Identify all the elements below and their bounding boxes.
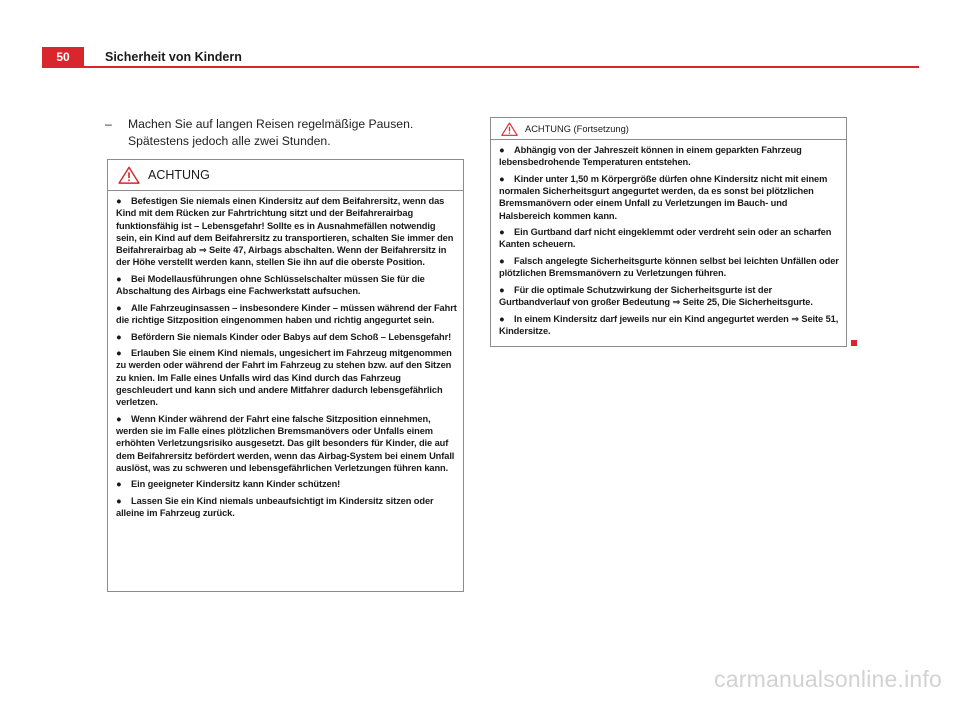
warning-item-text: Lassen Sie ein Kind niemals unbeaufsichtigt im Kindersitz sitzen oder alleine im Fahrzeug zurück. xyxy=(116,495,434,519)
warning-item xyxy=(499,255,840,280)
intro-text: Machen Sie auf langen Reisen regelmäßige Pausen. Spätestens jedoch alle zwei Stunden. xyxy=(128,117,414,148)
warning-item xyxy=(499,226,840,251)
intro-paragraph xyxy=(107,116,467,149)
warning-box-continued-header xyxy=(491,118,846,140)
warning-item-text: Alle Fahrzeuginsassen – insbesondere Kinder – müssen während der Fahrt die richtige Sitzposition eingenommen haben und richtig angegurtet sein. xyxy=(116,302,457,326)
watermark: carmanualsonline.info xyxy=(714,666,942,692)
bullet-icon: ● xyxy=(499,284,505,295)
bullet-icon: ● xyxy=(116,479,122,490)
warning-item-text: Für die optimale Schutzwirkung der Sicherheitsgurte ist der Gurtbandverlauf von großer Bedeutung ⇒ Seite 25, Die Sicherheitsgurte. xyxy=(499,284,813,308)
bullet-icon: ● xyxy=(116,331,122,342)
warning-item xyxy=(116,413,457,474)
warning-item xyxy=(116,478,457,490)
warning-item xyxy=(116,495,457,520)
warning-item-text: Bei Modellausführungen ohne Schlüsselschalter müssen Sie für die Abschaltung des Airbags eine Fachwerkstatt aufsuchen. xyxy=(116,273,425,297)
warning-item xyxy=(116,302,457,327)
bullet-icon: ● xyxy=(116,413,122,424)
warning-item xyxy=(499,173,840,222)
warning-item xyxy=(116,347,457,408)
warning-triangle-icon xyxy=(501,122,518,136)
warning-item-text: Befestigen Sie niemals einen Kindersitz auf dem Beifahrersitz, wenn das Kind mit dem Rücken zur Fahrtrichtung sitzt und der Beifahrerairbag funktionsfähig ist – Lebensgefahr! Sollte es in Ausnahmefällen notwendig sein, ein Kind auf dem Beifahrersitz zu transportieren, schalten Sie immer den Beifahrerairbag ab ⇒ Seite 47, Airbags abschalten. Wenn der Beifahrersitz in der Höhe verstellt werden kann, stellen Sie ihn auf die oberste Position. xyxy=(116,196,454,268)
warning-item xyxy=(499,284,840,309)
bullet-icon: ● xyxy=(499,313,505,324)
warning-item-text: Erlauben Sie einem Kind niemals, ungesichert im Fahrzeug mitgenommen zu werden oder während der Fahrt im Fahrzeug zu stehen bzw. auf den Sitzen zu knien. Im Falle eines Unfalls wird das Kind durch das Fahrzeug geschleudert und kann sich und andere Mitfahrer dadurch lebensgefährlich verletzen. xyxy=(116,348,452,408)
warning-item-text: Ein geeigneter Kindersitz kann Kinder schützen! xyxy=(131,479,341,490)
bullet-icon: ● xyxy=(499,255,505,266)
warning-item-text: Kinder unter 1,50 m Körpergröße dürfen ohne Kindersitz nicht mit einem normalen Sicherheitsgurt angegurtet werden, da es sonst bei plötzlichen Bremsmanövern oder einem Unfall zu Verletzungen im Bauch- und Halsbereich kommen kann. xyxy=(499,173,828,221)
bullet-icon: ● xyxy=(499,173,505,184)
dash-marker: – xyxy=(105,117,112,131)
page-number-badge: 50 xyxy=(42,47,84,67)
section-end-marker xyxy=(851,340,857,346)
bullet-icon: ● xyxy=(116,348,122,359)
warning-item-text: Ein Gurtband darf nicht eingeklemmt oder verdreht sein oder an scharfen Kanten scheuern. xyxy=(499,227,832,250)
warning-box-title: ACHTUNG xyxy=(148,168,210,182)
warning-item xyxy=(499,144,840,169)
warning-item-text: Falsch angelegte Sicherheitsgurte können selbst bei leichten Unfällen oder plötzlichen Bremsmanövern zu Verletzungen führen. xyxy=(499,255,839,279)
bullet-icon: ● xyxy=(116,495,122,506)
bullet-icon: ● xyxy=(116,302,122,313)
warning-item-text: Wenn Kinder während der Fahrt eine falsche Sitzposition einnehmen, werden sie im Falle eines plötzlichen Bremsmanövers oder Unfalls einem erhöhten Verletzungsrisiko ausgesetzt. Das gilt besonders für Kinder, die auf dem Beifahrersitz befördert werden, wenn das Airbag-System bei einem Unfall auslöst, was zu schweren und lebensgefährlichen Verletzungen führen kann. xyxy=(116,413,455,473)
warning-box-continued-body xyxy=(491,140,846,337)
warning-item-text: Abhängig von der Jahreszeit können in einem geparkten Fahrzeug lebensbedrohende Temperaturen entstehen. xyxy=(499,145,802,168)
warning-box-continued-title: ACHTUNG (Fortsetzung) xyxy=(525,123,629,134)
warning-item xyxy=(499,313,840,338)
warning-item-text: Befördern Sie niemals Kinder oder Babys auf dem Schoß – Lebensgefahr! xyxy=(131,331,452,342)
warning-item xyxy=(116,331,457,343)
warning-box-body xyxy=(108,191,463,519)
warning-item xyxy=(116,273,457,298)
bullet-icon: ● xyxy=(116,273,122,284)
page-title: Sicherheit von Kindern xyxy=(105,50,242,64)
warning-item xyxy=(116,195,457,269)
bullet-icon: ● xyxy=(499,227,505,238)
warning-box-continued xyxy=(490,117,847,347)
bullet-icon: ● xyxy=(499,145,505,155)
warning-box xyxy=(107,159,464,592)
bullet-icon: ● xyxy=(116,196,122,206)
header-rule xyxy=(42,66,919,68)
warning-item-text: In einem Kindersitz darf jeweils nur ein Kind angegurtet werden ⇒ Seite 51, Kindersitze. xyxy=(499,313,839,336)
warning-triangle-icon xyxy=(118,166,140,184)
warning-box-header xyxy=(108,160,463,191)
